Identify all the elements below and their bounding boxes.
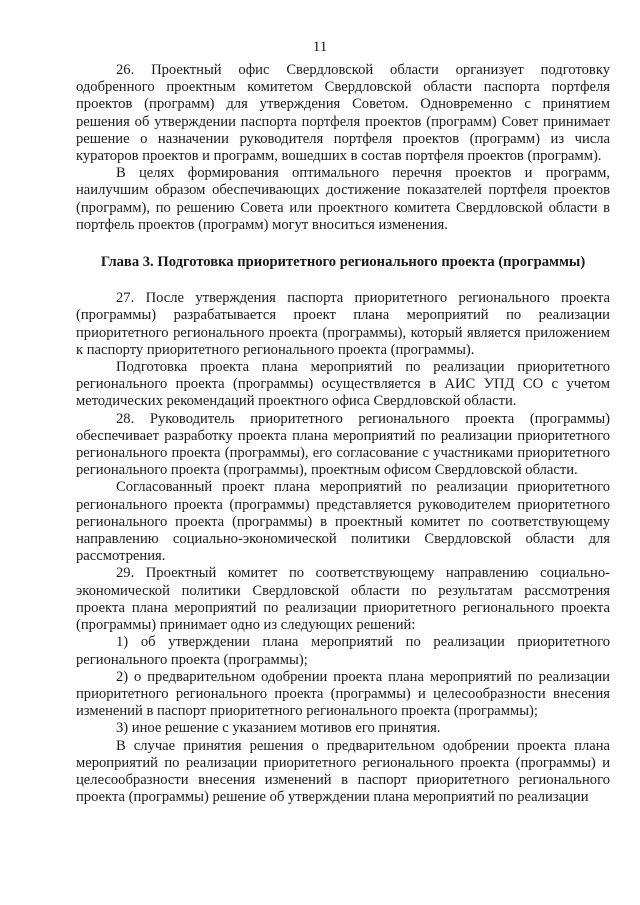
- chapter-3-heading: Глава 3. Подготовка приоритетного регионального проекта (программы): [100, 254, 586, 271]
- paragraph-preliminary-approval: В случае принятия решения о предварительном одобрении проекта плана мероприятий по реализации приоритетного регионального проекта (программы) и целесообразности внесения изменений в паспорт приоритетного регионального проекта (программы) решение об утверждении плана мероприятий по реализации: [76, 737, 610, 806]
- paragraph-26: 26. Проектный офис Свердловской области организует подготовку одобренного проектным комитетом Свердловской области паспорта портфеля проектов (программ) для утверждения Советом. Одновременно с принятием решения об утверждении паспорта портфеля проектов (программ) Совет принимает решение о назначении руководителя портфеля проектов (программ) из числа кураторов проектов и программ, вошедших в состав портфеля проектов (программ).: [76, 62, 610, 165]
- paragraph-portfolio-changes: В целях формирования оптимального перечня проектов и программ, наилучшим образом обеспечивающих достижение показателей портфеля проектов (программ), по решению Совета или проектного комитета Свердловской области в портфель проектов (программ) могут вноситься изменения.: [76, 165, 610, 233]
- list-item-2: 2) о предварительном одобрении проекта плана мероприятий по реализации приоритетного регионального проекта (программы) и целесообразности внесения изменений в паспорт приоритетного регионального проекта (программы);: [76, 668, 610, 720]
- paragraph-approved-plan-submission: Согласованный проект плана мероприятий по реализации приоритетного регионального проекта (программы) представляется руководителем приоритетного регионального проекта (программы) в проектный комитет по соответствующему направлению социально-экономической политики Свердловской области для рассмотрения.: [76, 479, 610, 565]
- paragraph-plan-preparation: Подготовка проекта плана мероприятий по реализации приоритетного регионального проекта (программы) осуществляется в АИС УПД СО с учетом методических рекомендаций проектного офиса Свердловской области.: [76, 359, 610, 410]
- list-item-1: 1) об утверждении плана мероприятий по реализации приоритетного регионального проекта (программы);: [76, 634, 610, 668]
- paragraph-28: 28. Руководитель приоритетного регионального проекта (программы) обеспечивает разработку проекта плана мероприятий по реализации приоритетного регионального проекта (программы), его согласование с участниками приоритетного регионального проекта (программы), проектным офисом Свердловской области.: [76, 410, 610, 479]
- list-item-3: 3) иное решение с указанием мотивов его принятия.: [116, 720, 441, 737]
- page-body: [76, 62, 610, 806]
- paragraph-29: 29. Проектный комитет по соответствующему направлению социально-экономической политики Свердловской области по результатам рассмотрения проекта плана мероприятий по реализации приоритетного регионального проекта (программы) принимает одно из следующих решений:: [76, 565, 610, 634]
- page-number: 11: [312, 39, 328, 55]
- paragraph-27: 27. После утверждения паспорта приоритетного регионального проекта (программы) разрабатывается проект плана мероприятий по реализации приоритетного регионального проекта (программы), который является приложением к паспорту приоритетного регионального проекта (программы).: [76, 290, 610, 358]
